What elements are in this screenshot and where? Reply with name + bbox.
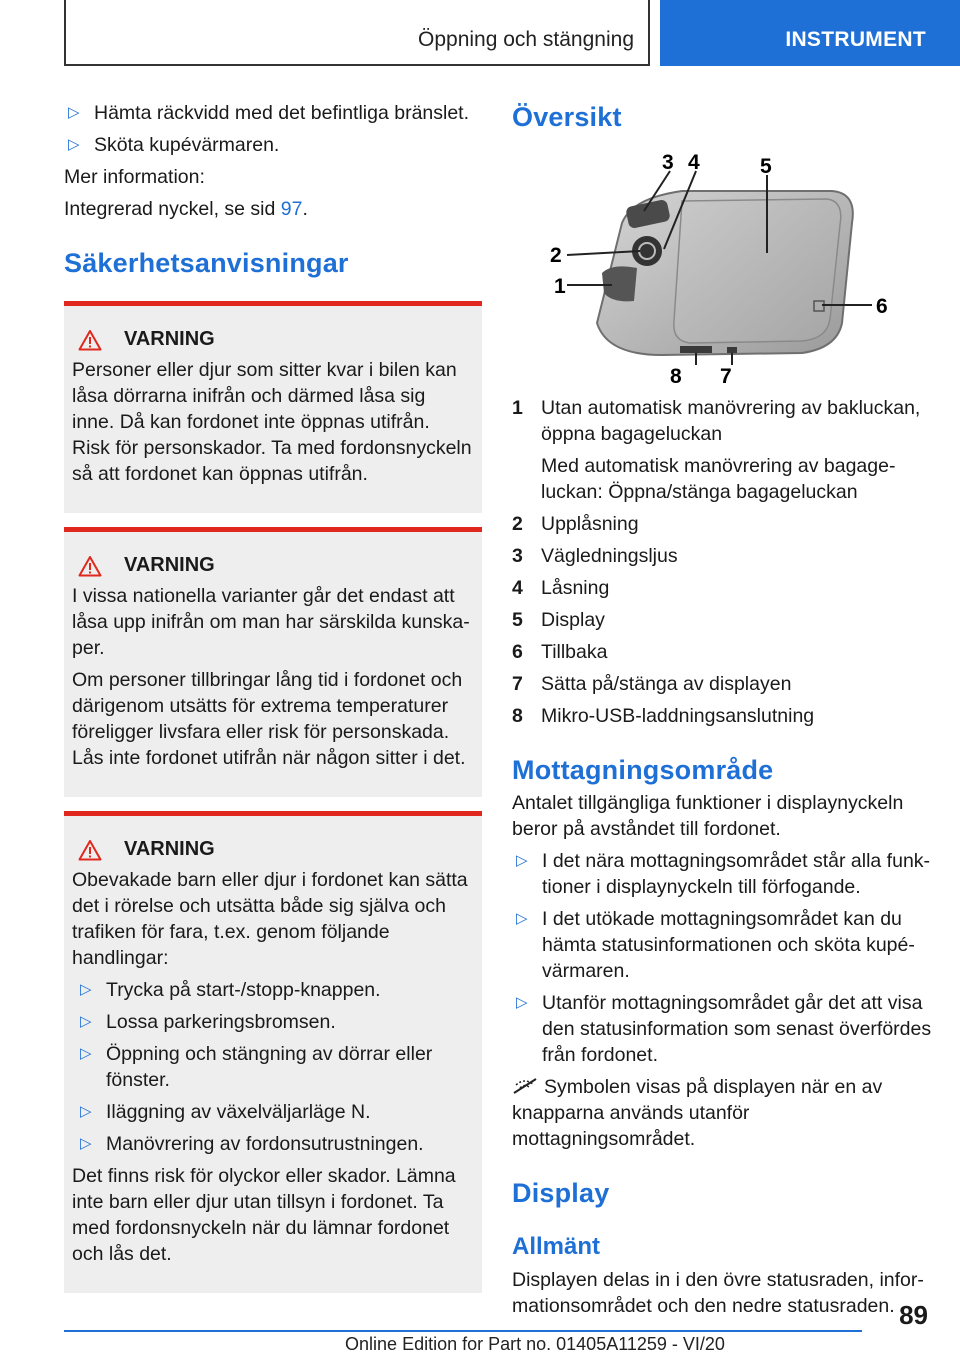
- right-column: [512, 100, 932, 1325]
- triangle-bullet-icon: ▷: [80, 1135, 92, 1152]
- list-item: ▷ Hämta räckvidd med det befintliga bränslet.: [68, 102, 470, 124]
- warning-title: VARNING: [124, 838, 215, 860]
- warning-text: Personer eller djur som sitter kvar i bilen kan låsa dörrarna inifrån och därmed låsa sig inne. Då kan fordonet inte öppnas utifrån. Risk för personskador. Ta med fordonsnyckeln så att fordonet kan öppnas utifrån.: [72, 359, 472, 485]
- warning-bullet-list: [76, 977, 472, 1157]
- range-heading: Mottagningsområde: [512, 755, 774, 785]
- display-key-illustration: [512, 143, 932, 383]
- section-title: Öppning och stängning: [418, 28, 634, 51]
- warning-text: I vissa nationella varianter går det endast att låsa upp inifrån om man har särskilda kunskaper.: [72, 585, 470, 659]
- figure-legend: [512, 395, 932, 729]
- triangle-bullet-icon: ▷: [80, 1013, 92, 1030]
- warning-box: [64, 811, 482, 1293]
- chapter-tab[interactable]: [660, 0, 960, 66]
- warning-triangle-icon: [78, 555, 102, 577]
- chapter-title: INSTRUMENT: [785, 28, 926, 51]
- legend-item: 7 Sätta på/stänga av displayen: [512, 673, 792, 695]
- warning-box: [64, 527, 482, 797]
- triangle-bullet-icon: ▷: [80, 1045, 92, 1062]
- list-item: ▷ Lossa parkeringsbromsen.: [80, 1011, 336, 1033]
- warning-title: VARNING: [124, 328, 215, 350]
- warning-text: Obevakade barn eller djur i fordonet kan sätta det i rörelse och utsätta både sig själva och trafiken för fara, t.ex. genom följande handlingar:: [72, 869, 468, 969]
- legend-item: 2 Upplåsning: [512, 513, 639, 535]
- list-item: ▷ Öppning och stängning av dörrar eller fönster.: [80, 1043, 433, 1091]
- range-intro: Antalet tillgängliga funktioner i displaynyckeln beror på avståndet till fordonet.: [512, 792, 904, 840]
- page-header: [0, 0, 960, 66]
- list-item: ▷ Manövrering av fordonsutrustningen.: [80, 1133, 424, 1155]
- general-heading: Allmänt: [512, 1233, 601, 1260]
- display-heading: Display: [512, 1178, 610, 1208]
- triangle-bullet-icon: ▷: [80, 981, 92, 998]
- legend-item: 4 Låsning: [512, 577, 610, 599]
- triangle-bullet-icon: ▷: [68, 104, 80, 121]
- list-item: ▷ Iläggning av växelväljarläge N.: [80, 1101, 371, 1123]
- callout-label: 3: [662, 151, 674, 174]
- page-number: 89: [899, 1300, 928, 1330]
- callout-label: 7: [720, 365, 732, 383]
- triangle-bullet-icon: ▷: [80, 1103, 92, 1120]
- legend-item: 1 Utan automatisk manövrering av bakluckan, öppna bagageluckan Med automatisk manövrering av bagageluckan: Öppna/stänga bagageluckan: [512, 397, 921, 503]
- footer-divider: [64, 1330, 862, 1332]
- warning-triangle-icon: [78, 329, 102, 351]
- legend-item: 3 Vägledningsljus: [512, 545, 678, 567]
- overview-heading: Översikt: [512, 102, 622, 132]
- list-item: ▷ Sköta kupévärmaren.: [68, 134, 280, 156]
- list-item: ▷ Trycka på start-/stopp-knappen.: [80, 979, 381, 1001]
- list-item: ▷ I det utökade mottagningsområdet kan du hämta statusinformationen och sköta kupévärmaren.: [516, 908, 915, 982]
- legend-item: 8 Mikro-USB-laddningsanslutning: [512, 705, 815, 727]
- cross-reference: Integrerad nyckel, se sid 97.: [64, 198, 308, 220]
- legend-item: 5 Display: [512, 609, 605, 631]
- edition-footer: Online Edition for Part no. 01405A11259 - VI/20: [345, 1334, 725, 1354]
- more-info-label: Mer information:: [64, 166, 205, 188]
- section-tab: [64, 0, 650, 66]
- out-of-range-icon: [512, 1077, 538, 1095]
- safety-heading: Säkerhetsanvisningar: [64, 248, 349, 278]
- legend-item: 6 Tillbaka: [512, 641, 608, 663]
- triangle-bullet-icon: ▷: [516, 994, 528, 1011]
- range-bullet-list: [512, 848, 932, 1068]
- triangle-bullet-icon: ▷: [68, 136, 80, 153]
- symbol-note: Symbolen visas på displayen när en av knapparna används utanför mottagningsområdet.: [512, 1076, 883, 1150]
- page-link[interactable]: 97: [280, 198, 303, 220]
- warning-text: Det finns risk för olyckor eller skador. Lämna inte barn eller djur utan tillsyn i fordonet. Ta med fordonsnyckeln när du lämnar fordonet och lås det.: [72, 1165, 456, 1265]
- general-text: Displayen delas in i den övre statusraden, informationsområdet och den nedre statusraden.: [512, 1269, 924, 1317]
- triangle-bullet-icon: ▷: [516, 852, 528, 869]
- list-item: ▷ Utanför mottagningsområdet går det att visa den statusinformation som senast överfördes från fordonet.: [516, 992, 932, 1066]
- list-item: ▷ I det nära mottagningsområdet står alla funktioner i displaynyckeln till förfogande.: [516, 850, 931, 898]
- callout-label: 5: [760, 155, 772, 178]
- warning-box: [64, 301, 482, 513]
- callout-label: 2: [550, 244, 562, 267]
- warning-title: VARNING: [124, 554, 215, 576]
- callout-label: 1: [554, 275, 566, 298]
- warning-text: Om personer tillbringar lång tid i fordonet och därigenom utsätts för extrema temperaturer föreligger livsfara eller risk för personskada. Lås inte fordonet utifrån när någon sitter i det.: [72, 669, 466, 769]
- triangle-bullet-icon: ▷: [516, 910, 528, 927]
- callout-label: 8: [670, 365, 682, 383]
- callout-label: 4: [688, 151, 700, 174]
- warning-triangle-icon: [78, 839, 102, 861]
- top-bullet-list: [64, 100, 482, 158]
- left-column: [64, 100, 482, 1307]
- display-key-drawing: [512, 143, 932, 383]
- callout-label: 6: [876, 295, 888, 318]
